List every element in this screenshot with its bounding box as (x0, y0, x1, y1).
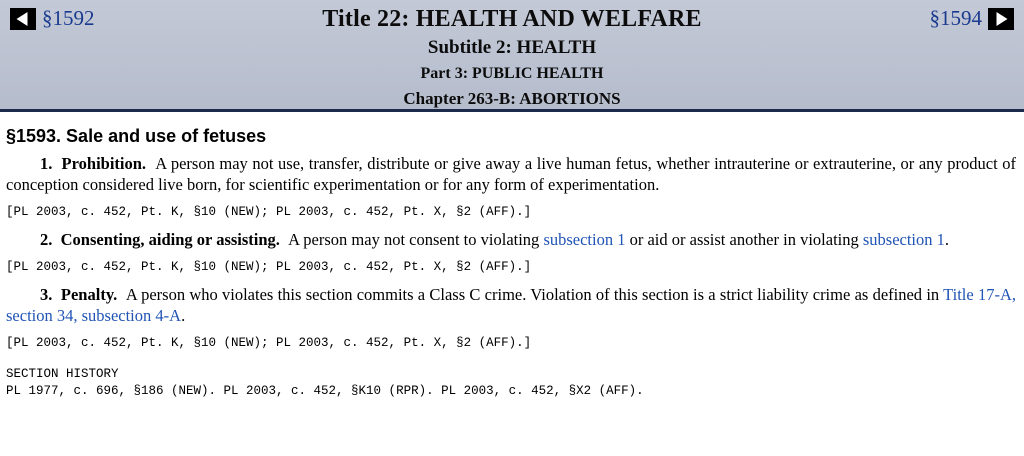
prev-section-link[interactable] (10, 6, 95, 31)
subsection-3-text-before: A person who violates this section commits a Class C crime. Violation of this section is a strict liability crime as defined in (125, 285, 944, 304)
document-header (0, 0, 1024, 112)
next-section-link[interactable] (930, 6, 1015, 31)
subsection-3-citation: [PL 2003, c. 452, Pt. K, §10 (NEW); PL 2003, c. 452, Pt. X, §2 (AFF).] (6, 336, 532, 350)
subsection-1-paragraph (6, 153, 1016, 195)
subsection-3-paragraph (6, 284, 1016, 326)
subsection-2-number: 2. (40, 230, 53, 249)
subsection-2-citation: [PL 2003, c. 452, Pt. K, §10 (NEW); PL 2003, c. 452, Pt. X, §2 (AFF).] (6, 260, 532, 274)
page-chapter: Chapter 263-B: ABORTIONS (403, 89, 621, 108)
arrow-left-icon (10, 8, 36, 30)
page-part: Part 3: PUBLIC HEALTH (420, 65, 604, 82)
subsection-1-text: A person may not use, transfer, distribute or give away a live human fetus, whether intrauterine or extrauterine, or any product of conception considered live born, for scientific experimentation or for any form of experimentation. (6, 154, 1016, 194)
subsection-1-lead: Prohibition. (61, 154, 147, 173)
prev-section-label: §1592 (42, 6, 95, 30)
arrow-right-icon (988, 8, 1014, 30)
subsection-2-paragraph (6, 229, 1016, 250)
section-history-text: PL 1977, c. 696, §186 (NEW). PL 2003, c. 452, §K10 (RPR). PL 2003, c. 452, §X2 (AFF). (6, 384, 644, 398)
subsection-3-lead: Penalty. (60, 285, 118, 304)
subsection-2-text-before: A person may not consent to violating (288, 230, 544, 249)
section-history (6, 366, 1020, 400)
subsection-1-number: 1. (40, 154, 53, 173)
page-title: Title 22: HEALTH AND WELFARE (322, 6, 702, 32)
subsection-2-text-after: . (944, 230, 950, 249)
section-heading: §1593. Sale and use of fetuses (6, 126, 267, 146)
subsection-3-text-after: . (181, 306, 186, 325)
next-section-label: §1594 (929, 6, 982, 30)
subsection-1-reference-link-a[interactable]: subsection 1 (543, 230, 626, 249)
subsection-3-number: 3. (40, 285, 53, 304)
document-content (0, 112, 1024, 400)
subsection-2-text-between: or aid or assist another in violating (625, 230, 863, 249)
subsection-1-citation: [PL 2003, c. 452, Pt. K, §10 (NEW); PL 2003, c. 452, Pt. X, §2 (AFF).] (6, 205, 532, 219)
page-subtitle: Subtitle 2: HEALTH (427, 37, 597, 58)
title-block (0, 5, 1024, 110)
section-history-title: SECTION HISTORY (6, 367, 119, 381)
subsection-2-lead: Consenting, aiding or assisting. (60, 230, 280, 249)
subsection-1-reference-link-b[interactable]: subsection 1 (862, 230, 945, 249)
title-17a-reference-link[interactable]: Title 17-A, section 34, subsection 4-A (6, 285, 1016, 325)
